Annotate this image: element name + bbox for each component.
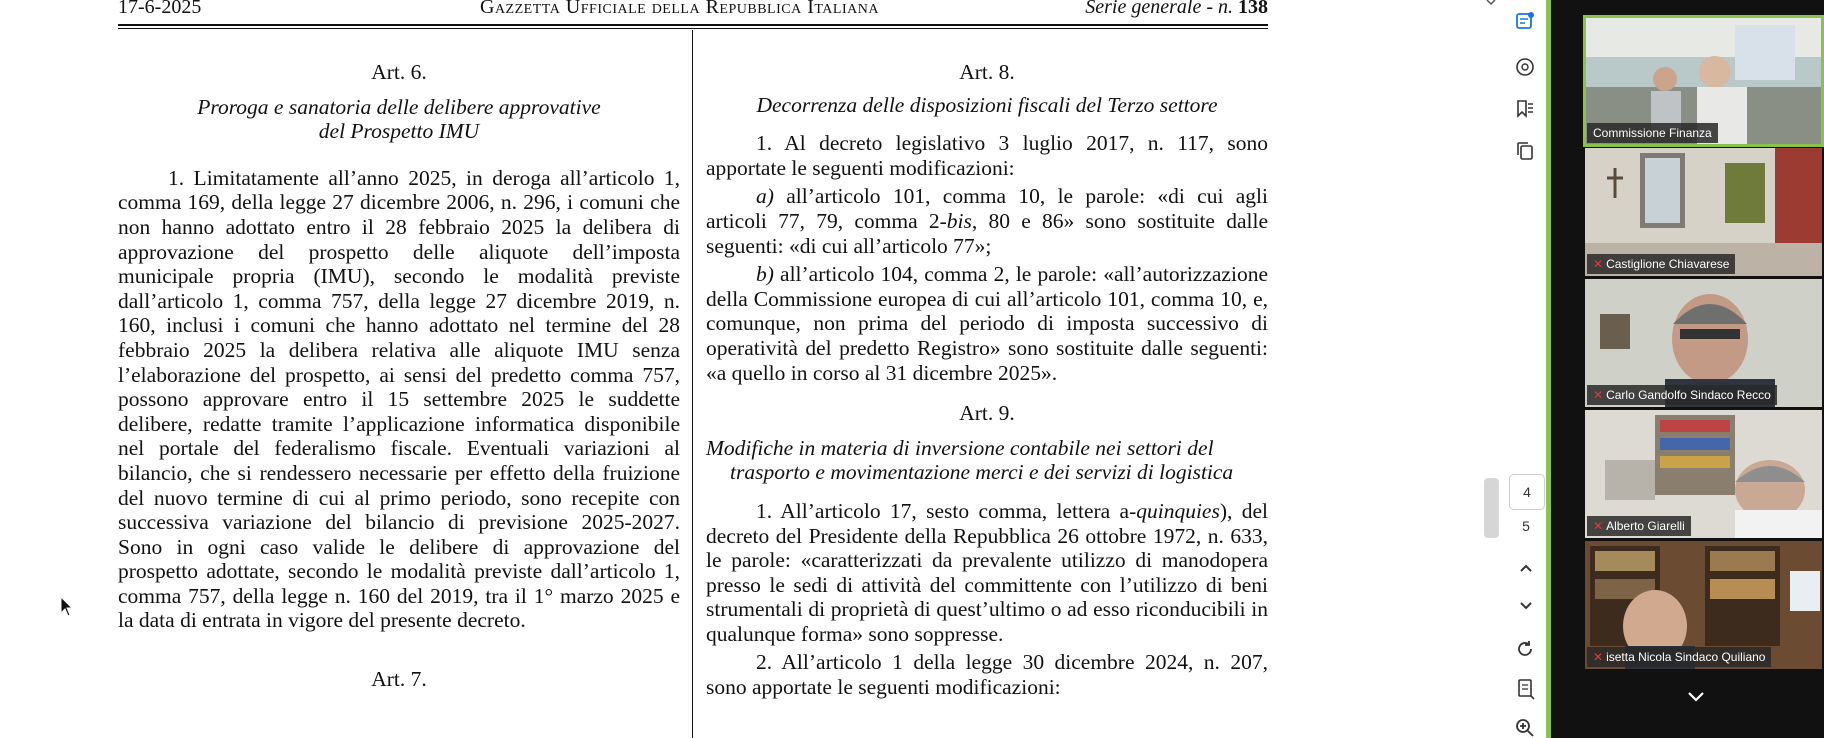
art6-subtitle-line1: Proroga e sanatoria delle delibere approvative: [197, 94, 601, 119]
participant-tile-2[interactable]: [1585, 148, 1822, 276]
show-more-participants-icon[interactable]: [1686, 690, 1706, 704]
art9-subtitle: Modifiche in materia di inversione contabile nei settori del trasporto e movimentazione merci e dei servizi di logistica: [706, 435, 1234, 485]
art8-subtitle: Decorrenza delle disposizioni fiscali del Terzo settore: [756, 92, 1218, 117]
header-serie: Serie generale - n. 138: [1085, 0, 1268, 19]
left-column: [118, 50, 680, 692]
art7-title: Art. 7.: [371, 667, 427, 692]
participant-tile-1[interactable]: [1585, 17, 1822, 145]
close-icon[interactable]: [1485, 0, 1497, 8]
scrollbar-thumb[interactable]: [1484, 478, 1499, 538]
copy-pages-icon[interactable]: [1514, 140, 1536, 162]
bookmark-list-icon[interactable]: [1514, 98, 1536, 120]
art6-subtitle-line2: del Prospetto IMU: [318, 119, 480, 144]
art8-title: Art. 8.: [959, 60, 1015, 84]
mouse-pointer-icon: [60, 596, 74, 618]
participant-tile-5[interactable]: [1585, 541, 1822, 669]
participant-name-4: ✕ Alberto Giarelli: [1587, 516, 1691, 536]
art9-paragraph-2: 2. All’articolo 1 della legge 30 dicembre 2024, n. 207, sono apportate le seguenti modificazioni:: [706, 650, 1268, 700]
art8-item-a: a) all’articolo 101, comma 10, le parole: «di cui agli articoli 77, 79, comma 2-bis, 80 e 86» sono sostituite dalle seguenti: «di cui all’articolo 77»;: [706, 184, 1268, 258]
art8-paragraph-1: 1. Al decreto legislativo 3 luglio 2017, n. 117, sono apportate le seguenti modificazioni:: [706, 131, 1268, 180]
chevron-down-icon[interactable]: [1518, 600, 1534, 612]
header-serie-number: 138: [1238, 0, 1268, 18]
right-column: [706, 50, 1268, 700]
header-rule-thick: [118, 24, 1268, 26]
mic-muted-icon: ✕: [1593, 257, 1604, 271]
participant-tile-3[interactable]: [1585, 279, 1822, 407]
participant-name-5: ✕ isetta Nicola Sindaco Quiliano: [1587, 647, 1771, 667]
page-header: [118, 0, 1268, 24]
participant-name-1: Commissione Finanza: [1587, 123, 1718, 143]
zoom-in-icon[interactable]: [1515, 718, 1535, 738]
comment-icon[interactable]: [1514, 56, 1536, 78]
mic-muted-icon: ✕: [1593, 519, 1604, 533]
column-divider: [692, 30, 693, 738]
art6-title: Art. 6.: [371, 60, 427, 84]
chevron-up-icon[interactable]: [1518, 562, 1534, 574]
mic-muted-icon: ✕: [1593, 388, 1604, 402]
fit-page-icon[interactable]: [1516, 678, 1536, 700]
participant-name-3: ✕ Carlo Gandolfo Sindaco Recco: [1587, 385, 1777, 405]
art8-item-b: b) all’articolo 104, comma 2, le parole: «all’autorizzazione della Commissione europea di cui all’articolo 101, comma 10, e, comunque, non prima del periodo di imposta successivo di operatività del predetto Registro» sono sostituite dalle seguenti: «a quello in corso al 31 dicembre 2025».: [706, 262, 1268, 385]
mic-muted-icon: ✕: [1593, 650, 1604, 664]
next-page-number[interactable]: 5: [1522, 518, 1530, 534]
annotation-icon[interactable]: [1514, 10, 1536, 32]
art9-title: Art. 9.: [959, 401, 1015, 426]
refresh-icon[interactable]: [1515, 639, 1535, 659]
current-page-indicator[interactable]: 4: [1509, 474, 1545, 510]
header-date: 17-6-2025: [118, 0, 202, 18]
header-rule-thin: [118, 28, 1268, 29]
video-panel: [1551, 0, 1824, 738]
art9-paragraph-1: 1. All’articolo 17, sesto comma, lettera a-quinquies), del decreto del Presidente della Repubblica 26 ottobre 1972, n. 633, le parole: «caratterizzati da prevalente utilizzo di manodopera presso le sedi di attività del committente con l’utilizzo di beni strumentali di proprietà di quest’ultimo o ad esso riconducibili in qualunque forma» sono soppresse.: [706, 498, 1268, 646]
art6-paragraph: 1. Limitatamente all’anno 2025, in deroga all’articolo 1, comma 169, della legge 27 dicembre 2006, n. 296, i comuni che non hanno adottato entro il 28 febbraio 2025 la delibera di approvazione del prospetto delle aliquote dell’imposta municipale propria (IMU), secondo le modalità previste dall’articolo 1, comma 757, della legge 27 dicembre 2019, n. 160, inclusi i comuni che hanno adottato nel termine del 28 febbraio 2025 la delibera relativa alle aliquote IMU senza l’elaborazione del prospetto, ai sensi del predetto comma 757, possono approvare entro il 15 settembre 2025 le suddette delibere, redatte tramite l’applicazione informatica disponibile nel portale del federalismo fiscale. Eventuali variazioni al bilancio, che si rendessero necessarie per effetto della fruizione del nuovo termine di cui al primo periodo, sono recepite con successiva variazione del bilancio di previsione 2025-2027. Sono in ogni caso valide le delibere di approvazione del prospetto adottate, secondo le modalità previste dall’articolo 1, comma 757, della legge n. 160 del 2019, tra il 1° marzo 2025 e la data di entrata in vigore del presente decreto.: [118, 165, 680, 633]
participant-name-2: ✕ Castiglione Chiavarese: [1587, 254, 1735, 274]
participant-tile-4[interactable]: [1585, 410, 1822, 538]
header-gazette-title: Gazzetta Ufficiale della Repubblica Italiana: [480, 0, 879, 18]
